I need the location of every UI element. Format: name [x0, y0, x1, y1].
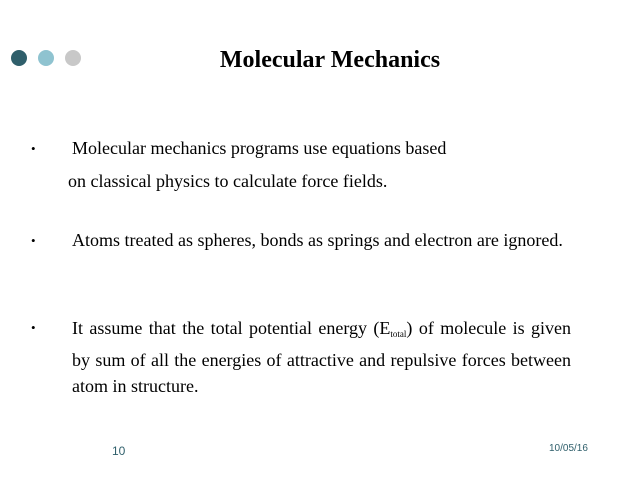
- bullet-text: Atoms treated as spheres, bonds as springs and electron are ignored.: [72, 230, 563, 250]
- bullet-item: [31, 136, 571, 194]
- bullet-item: [31, 228, 571, 253]
- bullet-text-after: ) of molecule is given by sum of all the energies of attractive and repulsive forces between atom in structure.: [72, 318, 571, 396]
- bullet-text-before: It assume that the total potential energy (E: [72, 318, 391, 338]
- bullet-text: [72, 315, 571, 399]
- bullet-text-line: on classical physics to calculate force fields.: [68, 171, 388, 191]
- slide-date: 10/05/16: [549, 443, 588, 454]
- bullet-item: [31, 315, 571, 399]
- subscript-total: total: [390, 329, 407, 339]
- bullet-icon: •: [31, 233, 36, 248]
- bullet-text-line: Molecular mechanics programs use equations based: [72, 138, 447, 158]
- slide-number: 10: [112, 444, 126, 458]
- bullet-icon: •: [31, 141, 36, 156]
- slide-title: Molecular Mechanics: [219, 47, 441, 73]
- bullet-icon: •: [31, 320, 36, 335]
